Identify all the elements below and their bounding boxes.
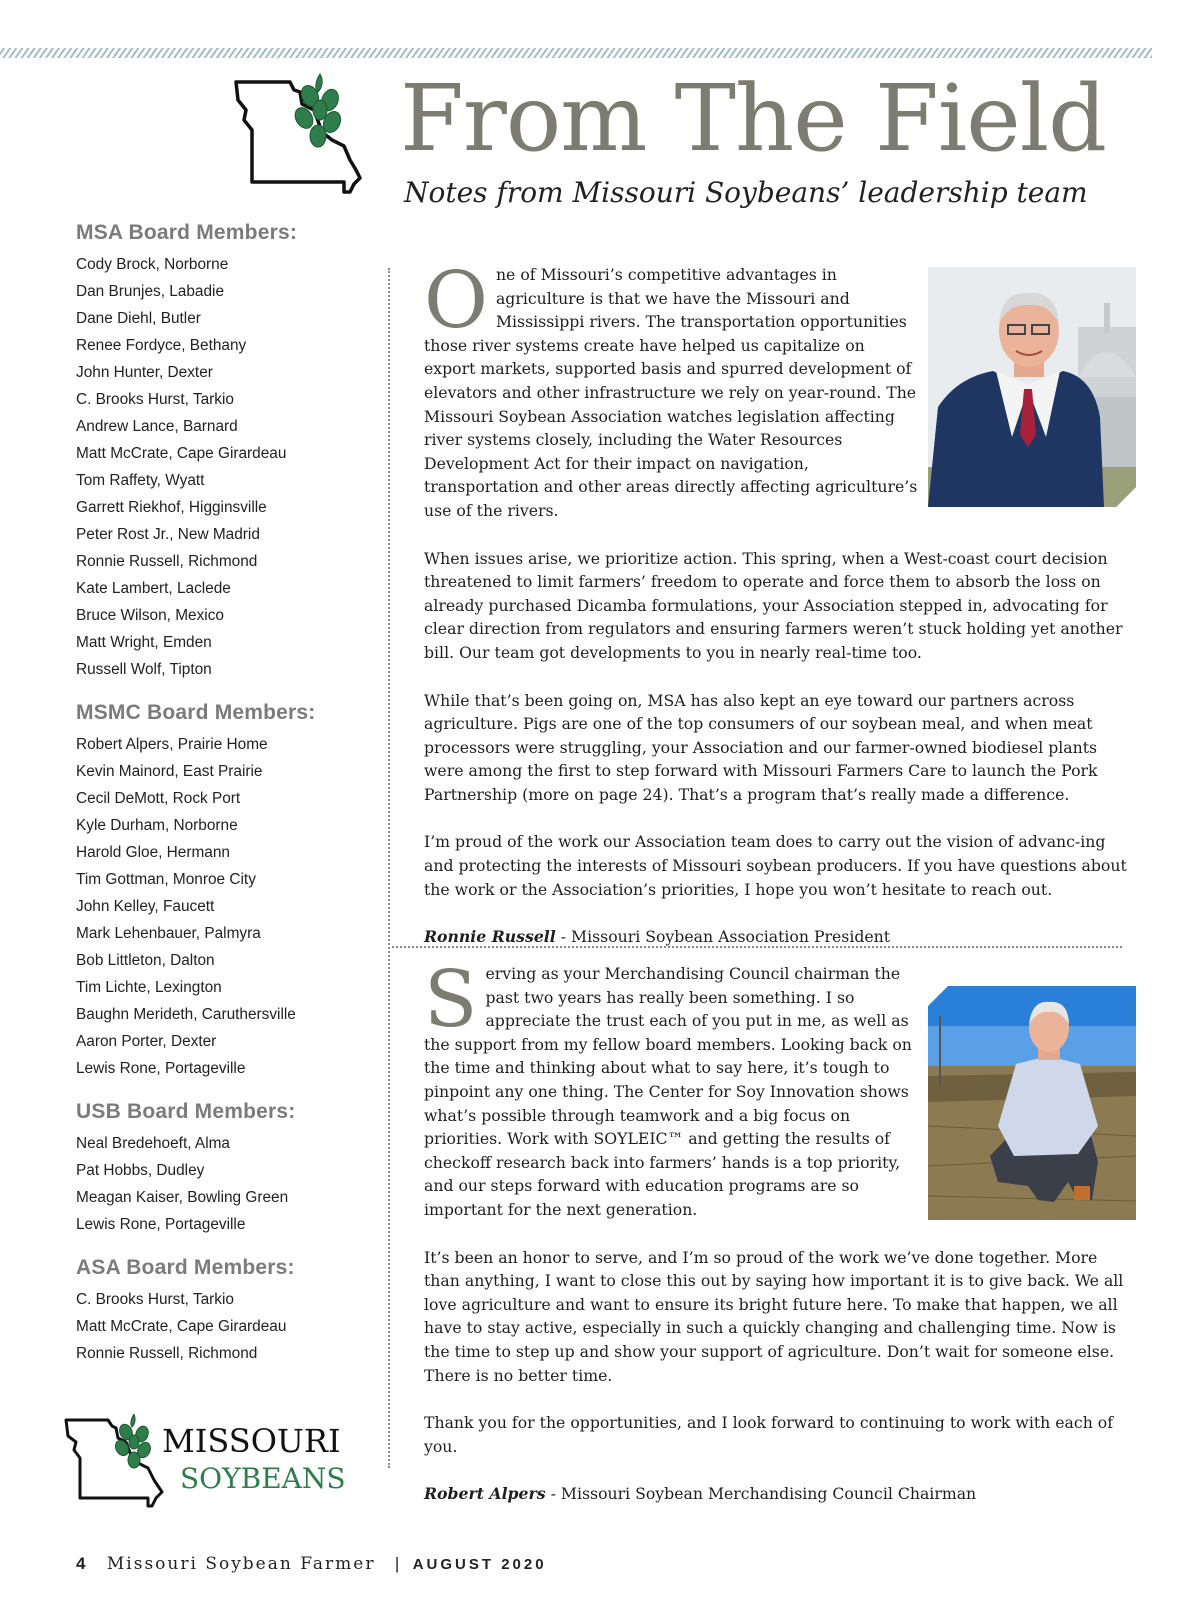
board-member: Ronnie Russell, Richmond [76,1345,258,1362]
asa-board-group [76,1256,376,1367]
board-member: Bruce Wilson, Mexico [76,607,224,624]
letter-paragraph: It’s been an honor to serve, and I’m so proud of the work we’ve done together. More than anything, I want to close this out by saying how important it is to give back. We all love agriculture and want to ensure its bright future here. To make that happen, we all have to stay active, especially in such a quickly changing and challenging time. Now is the time to step up and show your support of agriculture. Don’t wait for someone else. There is no better time. [424,1247,1124,1385]
page-footer [76,1554,547,1574]
letter-paragraph: ne of Missouri’s competitive advantages in agriculture is that we have the Missouri and Mississippi rivers. The transportation opportunities those river systems create have helped us capitalize on export markets, supported basis and spurred development of elevators and other infrastructure we rely on year-round. The Missouri Soybean Association watches legislation affecting river systems closely, including the Water Resources Development Act for their impact on navigation, transportation and other areas directly affecting agriculture’s use of the rivers. [424,265,918,520]
board-member: Dan Brunjes, Labadie [76,283,225,300]
board-member: Andrew Lance, Barnard [76,418,238,435]
page-subtitle: Notes from Missouri Soybeans’ leadership team [404,176,1088,209]
board-member: Cody Brock, Norborne [76,256,229,273]
page-title: From The Field [400,65,1107,172]
letter-signature [424,1482,1136,1506]
usb-board-group [76,1100,376,1238]
decorative-hatch-band [0,48,1152,58]
page-number: 4 [76,1554,86,1573]
footer-separator: | [394,1554,400,1573]
board-member: Russell Wolf, Tipton [76,661,212,678]
board-member: Lewis Rone, Portageville [76,1060,246,1077]
letter-paragraph: Thank you for the opportunities, and I look forward to continuing to work with each of you. [424,1413,1114,1456]
logo-line2: SOYBEANS [180,1462,346,1495]
signature-name: Robert Alpers [424,1484,546,1504]
board-member: Kyle Durham, Norborne [76,817,238,834]
board-member: Baughn Merideth, Caruthersville [76,1006,296,1023]
board-member: Lewis Rone, Portageville [76,1216,246,1233]
board-member: Robert Alpers, Prairie Home [76,736,268,753]
board-member: Peter Rost Jr., New Madrid [76,526,260,543]
board-member: Aaron Porter, Dexter [76,1033,217,1050]
magazine-name: Missouri Soybean Farmer [106,1554,376,1574]
president-letter [424,256,1136,973]
letter-paragraph: While that’s been going on, MSA has also kept an eye toward our partners across agriculture. Pigs are one of the top consumers of our soybean meal, and when meat processors were struggling, your Association and our farmer-owned biodiesel plants were among the first to step forward with Missouri Farmers Care to launch the Pork Partnership (more on page 24). That’s a program that’s really made a difference. [424,690,1098,804]
board-member: John Hunter, Dexter [76,364,213,381]
board-member: Garrett Riekhof, Higginsville [76,499,267,516]
board-member: Harold Gloe, Hermann [76,844,230,861]
board-title: MSA Board Members: [76,221,298,244]
board-member: Renee Fordyce, Bethany [76,337,247,354]
board-member: Ronnie Russell, Richmond [76,553,258,570]
signature-title: - Missouri Soybean Association President [555,927,891,947]
ronnie-russell-photo [928,267,1136,507]
board-title: USB Board Members: [76,1100,296,1123]
board-title: ASA Board Members: [76,1256,295,1279]
board-member: Neal Bredehoeft, Alma [76,1135,230,1152]
board-member: Tom Raffety, Wyatt [76,472,205,489]
logo-line1: MISSOURI [162,1422,341,1460]
board-member: Mark Lehenbauer, Palmyra [76,925,261,942]
board-member: John Kelley, Faucett [76,898,215,915]
board-member: Kate Lambert, Laclede [76,580,231,597]
letter-signature [424,925,1136,949]
board-title: MSMC Board Members: [76,701,316,724]
board-member: Bob Littleton, Dalton [76,952,215,969]
board-member: Tim Gottman, Monroe City [76,871,256,888]
letter-paragraph: erving as your Merchandising Council chairman the past two years has really been something. I so appreciate the trust each of you put in me, as well as the support from my fellow board members. Looking back on the time and thinking about what to say here, it’s tough to pinpoint any one thing. The Center for Soy Innovation shows what’s possible through teamwork and a big focus on priorities. Work with SOYLEIC™ and getting the results of checkoff research back into farmers’ hands is a top priority, and our steps forward with education programs are so important for the next generation. [424,964,912,1219]
chairman-letter [424,955,1136,1530]
board-member: Tim Lichte, Lexington [76,979,222,996]
board-members-sidebar [76,221,376,1385]
board-member: Matt McCrate, Cape Girardeau [76,1318,287,1335]
board-member: Dane Diehl, Butler [76,310,201,327]
dropcap-letter: S [424,955,478,1045]
msmc-board-group [76,701,376,1082]
letter-paragraph: I’m proud of the work our Association team does to carry out the vision of advanc-ing and protecting the interests of Missouri soybean producers. If you have questions about the work or the Association’s priorities, I hope you won’t hesitate to reach out. [424,832,1127,899]
robert-alpers-photo [928,986,1136,1220]
board-member: Kevin Mainord, East Prairie [76,763,263,780]
board-member: Matt McCrate, Cape Girardeau [76,445,287,462]
signature-name: Ronnie Russell [424,927,556,947]
issue-date: AUGUST 2020 [412,1556,547,1573]
column-divider [388,268,390,1468]
dropcap-letter: O [424,256,488,346]
board-member: C. Brooks Hurst, Tarkio [76,391,234,408]
board-member: Cecil DeMott, Rock Port [76,790,241,807]
board-member: C. Brooks Hurst, Tarkio [76,1291,234,1308]
missouri-soybean-icon [232,70,382,200]
signature-title: - Missouri Soybean Merchandising Council Chairman [545,1484,977,1504]
missouri-soybeans-logo [62,1414,362,1514]
msa-board-group [76,221,376,683]
board-member: Matt Wright, Emden [76,634,212,651]
board-member: Meagan Kaiser, Bowling Green [76,1189,289,1206]
letter-paragraph: When issues arise, we prioritize action. This spring, when a West-coast court decision threatened to limit farmers’ freedom to operate and force them to absorb the loss on already purchased Dicamba formulations, your Association stepped in, advocating for clear direction from regulators and ensuring farmers weren’t stuck holding yet another bill. Our team got developments to you in nearly real-time too. [424,548,1123,662]
board-member: Pat Hobbs, Dudley [76,1162,205,1179]
